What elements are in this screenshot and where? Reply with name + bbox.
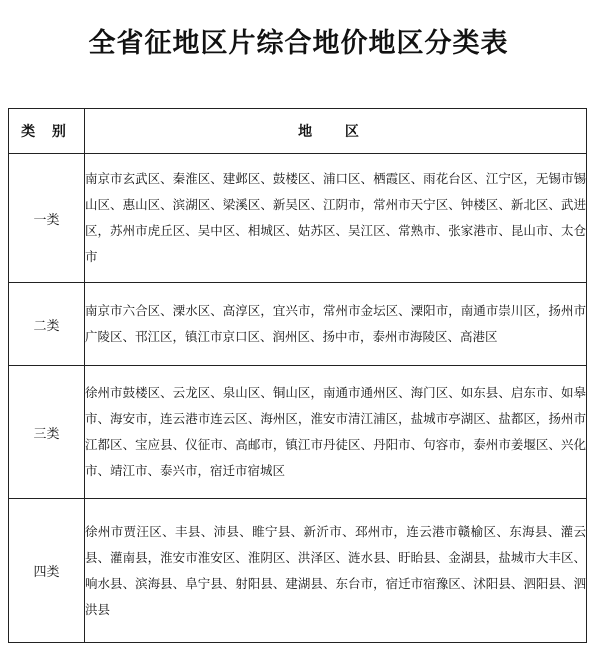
classification-table <box>8 108 587 643</box>
table-row <box>9 366 587 499</box>
category-cell: 四类 <box>9 499 85 643</box>
category-cell: 一类 <box>9 154 85 283</box>
header-region: 地 区 <box>85 109 587 154</box>
table-row <box>9 154 587 283</box>
region-cell: 徐州市鼓楼区、云龙区、泉山区、铜山区，南通市通州区、海门区、如东县、启东市、如皋市、海安市，连云港市连云区、海州区，淮安市清江浦区，盐城市亭湖区、盐都区，扬州市江都区、宝应县、仪征市、高邮市，镇江市丹徒区、丹阳市、句容市，泰州市姜堰区、兴化市、靖江市、泰兴市，宿迁市宿城区 <box>85 366 587 499</box>
page-title: 全省征地区片综合地价地区分类表 <box>88 28 509 59</box>
table-row <box>9 499 587 643</box>
region-cell: 南京市六合区、溧水区、高淳区，宜兴市，常州市金坛区、溧阳市，南通市崇川区，扬州市广陵区、邗江区，镇江市京口区、润州区、扬中市，泰州市海陵区、高港区 <box>85 283 587 366</box>
region-cell: 徐州市贾汪区、丰县、沛县、睢宁县、新沂市、邳州市，连云港市赣榆区、东海县、灌云县、灌南县，淮安市淮安区、淮阴区、洪泽区、涟水县、盱眙县、金湖县，盐城市大丰区、响水县、滨海县、阜宁县、射阳县、建湖县、东台市，宿迁市宿豫区、沭阳县、泗阳县、泗洪县 <box>85 499 587 643</box>
category-cell: 三类 <box>9 366 85 499</box>
category-cell: 二类 <box>9 283 85 366</box>
table-row <box>9 283 587 366</box>
header-category: 类 别 <box>9 109 85 154</box>
region-cell: 南京市玄武区、秦淮区、建邺区、鼓楼区、浦口区、栖霞区、雨花台区、江宁区，无锡市锡山区、惠山区、滨湖区、梁溪区、新吴区、江阴市，常州市天宁区、钟楼区、新北区、武进区，苏州市虎丘区、吴中区、相城区、姑苏区、吴江区、常熟市、张家港市、昆山市、太仓市 <box>85 154 587 283</box>
table-header-row <box>9 109 587 154</box>
